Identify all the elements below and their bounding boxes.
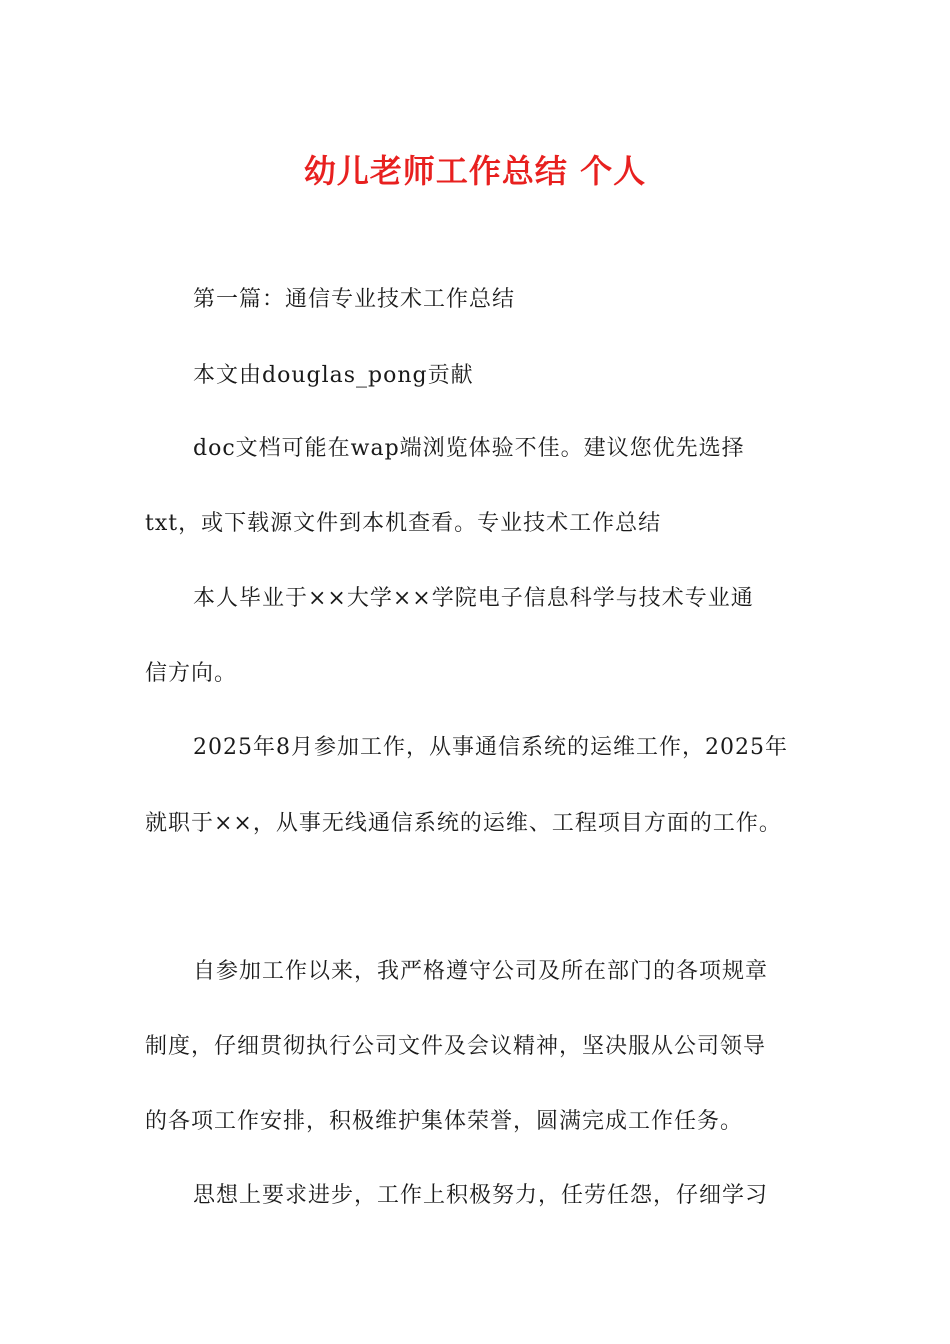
paragraph-line: 2025年8月参加工作，从事通信系统的运维工作，2025年 bbox=[193, 735, 788, 760]
paragraph-line: doc文档可能在wap端浏览体验不佳。建议您优先选择 bbox=[193, 436, 745, 461]
paragraph-line: txt，或下载源文件到本机查看。专业技术工作总结 bbox=[145, 511, 662, 536]
paragraph-line: 信方向。 bbox=[145, 661, 238, 686]
paragraph-line: 的各项工作安排，积极维护集体荣誉，圆满完成工作任务。 bbox=[145, 1109, 744, 1134]
document-title: 幼儿老师工作总结 个人 bbox=[303, 152, 647, 190]
paragraph-line: 本文由douglas_pong贡献 bbox=[193, 363, 474, 388]
paragraph-line: 自参加工作以来，我严格遵守公司及所在部门的各项规章 bbox=[193, 959, 769, 984]
paragraph-line: 第一篇：通信专业技术工作总结 bbox=[193, 287, 516, 312]
paragraph-line: 本人毕业于××大学××学院电子信息科学与技术专业通 bbox=[193, 586, 754, 611]
paragraph-line: 思想上要求进步，工作上积极努力，任劳任怨，仔细学习 bbox=[193, 1183, 769, 1208]
paragraph-line: 就职于××，从事无线通信系统的运维、工程项目方面的工作。 bbox=[145, 811, 782, 836]
paragraph-line: 制度，仔细贯彻执行公司文件及会议精神，坚决服从公司领导 bbox=[145, 1034, 767, 1059]
